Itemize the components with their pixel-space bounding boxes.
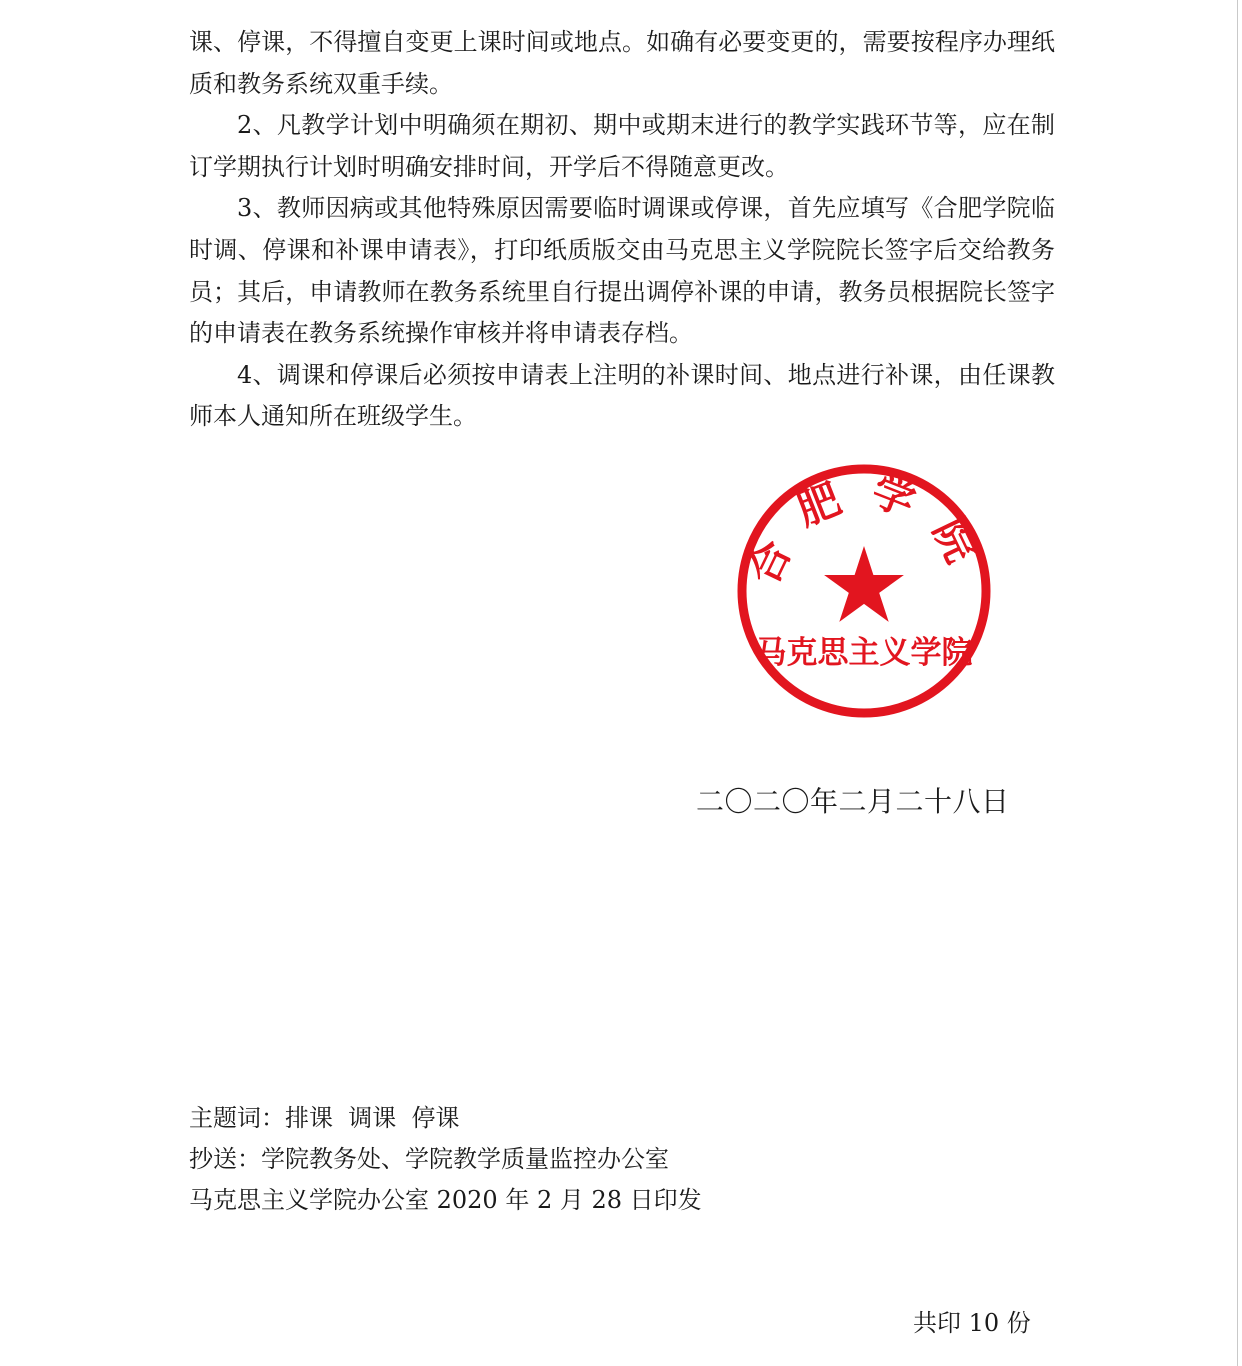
keywords-line: 主题词：排课 调课 停课 [189, 1104, 460, 1132]
document-footer [189, 1098, 702, 1221]
seal-arc-text: 合肥学院 [738, 465, 997, 592]
official-seal [731, 458, 997, 724]
paragraph-continuation: 课、停课，不得擅自变更上课时间或地点。如确有必要变更的，需要按程序办理纸质和教务系统双重手续。 [189, 28, 1055, 98]
document-body [189, 22, 1055, 438]
page-edge [1237, 0, 1238, 1366]
paragraph-item-3: 3、教师因病或其他特殊原因需要临时调课或停课，首先应填写《合肥学院临时调、停课和补课申请表》，打印纸质版交由马克思主义学院院长签字后交给教务员；其后，申请教师在教务系统里自行提出调停补课的申请，教务员根据院长签字的申请表在教务系统操作审核并将申请表存档。 [189, 194, 1055, 348]
paragraph-item-4: 4、调课和停课后必须按申请表上注明的补课时间、地点进行补课，由任课教师本人通知所在班级学生。 [189, 360, 1055, 431]
cc-line: 抄送：学院教务处、学院教学质量监控办公室 [189, 1145, 669, 1173]
seal-bottom-text: 马克思主义学院 [755, 635, 973, 671]
issue-date: 二〇二〇年二月二十八日 [696, 785, 1010, 818]
paragraph-item-2: 2、凡教学计划中明确须在期初、期中或期末进行的教学实践环节等，应在制订学期执行计划时明确安排时间，开学后不得随意更改。 [189, 111, 1055, 181]
copies-count: 共印 10 份 [913, 1309, 1031, 1337]
issued-line: 马克思主义学院办公室 2020 年 2 月 28 日印发 [189, 1186, 702, 1214]
seal-star-icon [824, 546, 904, 622]
